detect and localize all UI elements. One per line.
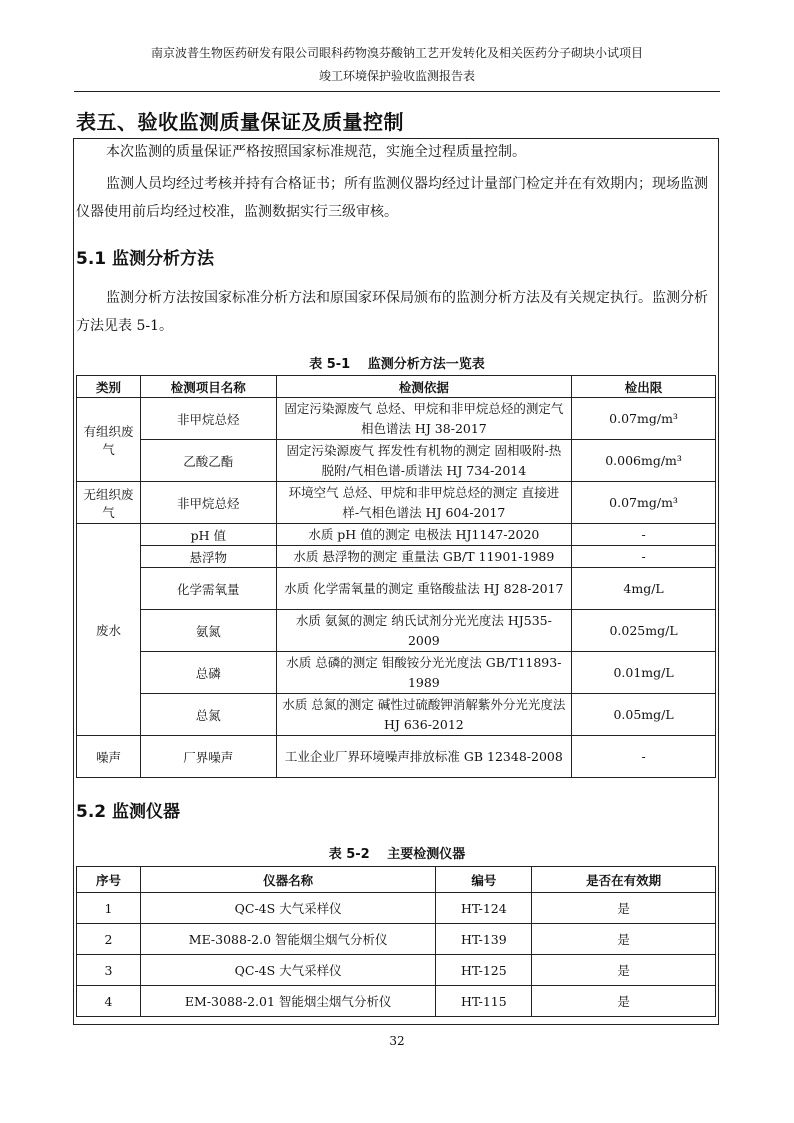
- item-cell: 悬浮物: [140, 546, 276, 568]
- table-row: [77, 924, 716, 955]
- name-cell: EM-3088-2.01 智能烟尘烟气分析仪: [140, 986, 436, 1017]
- item-cell: pH 值: [140, 524, 276, 546]
- col-header-valid: 是否在有效期: [532, 867, 716, 893]
- subsection-heading-methods: 5.1 监测分析方法: [76, 249, 215, 269]
- subsection-heading-instruments: 5.2 监测仪器: [76, 802, 181, 822]
- basis-cell: 水质 pH 值的测定 电极法 HJ1147-2020: [276, 524, 571, 546]
- table-5-1-caption: 表 5-1 监测分析方法一览表: [309, 357, 485, 372]
- instruments-table: [76, 866, 716, 1017]
- no-cell: 1: [77, 893, 141, 924]
- limit-cell: 0.01mg/L: [572, 652, 716, 694]
- basis-cell: 水质 悬浮物的测定 重量法 GB/T 11901-1989: [276, 546, 571, 568]
- item-cell: 氨氮: [140, 610, 276, 652]
- valid-cell: 是: [532, 955, 716, 986]
- code-cell: HT-139: [436, 924, 532, 955]
- limit-cell: 0.07mg/m³: [572, 398, 716, 440]
- limit-cell: 4mg/L: [572, 568, 716, 610]
- name-cell: QC-4S 大气采样仪: [140, 955, 436, 986]
- code-cell: HT-115: [436, 986, 532, 1017]
- item-cell: 总磷: [140, 652, 276, 694]
- table-row: [77, 652, 716, 694]
- table-row: [77, 568, 716, 610]
- item-cell: 总氮: [140, 694, 276, 736]
- category-cell: 废水: [77, 524, 141, 736]
- basis-cell: 固定污染源废气 总烃、甲烷和非甲烷总烃的测定气相色谱法 HJ 38-2017: [276, 398, 571, 440]
- table-row: [77, 482, 716, 524]
- col-header-item: 检测项目名称: [140, 376, 276, 398]
- valid-cell: 是: [532, 986, 716, 1017]
- no-cell: 3: [77, 955, 141, 986]
- category-cell: 无组织废气: [77, 482, 141, 524]
- table-row: [77, 893, 716, 924]
- intro-paragraph-1: 本次监测的质量保证严格按照国家标准规范，实施全过程质量控制。: [106, 144, 526, 160]
- col-header-category: 类别: [77, 376, 141, 398]
- name-cell: QC-4S 大气采样仪: [140, 893, 436, 924]
- methods-table: [76, 375, 716, 778]
- table-row: [77, 986, 716, 1017]
- basis-cell: 水质 氨氮的测定 纳氏试剂分光光度法 HJ535-2009: [276, 610, 571, 652]
- no-cell: 2: [77, 924, 141, 955]
- methods-paragraph: 监测分析方法按国家标准分析方法和原国家环保局颁布的监测分析方法及有关规定执行。监测分析方法见表 5-1。: [76, 290, 708, 334]
- table-row: [77, 524, 716, 546]
- no-cell: 4: [77, 986, 141, 1017]
- report-header-line2: 竣工环境保护验收监测报告表: [318, 69, 475, 83]
- category-cell: 噪声: [77, 736, 141, 778]
- limit-cell: 0.025mg/L: [572, 610, 716, 652]
- col-header-no: 序号: [77, 867, 141, 893]
- basis-cell: 水质 化学需氧量的测定 重铬酸盐法 HJ 828-2017: [276, 568, 571, 610]
- limit-cell: 0.07mg/m³: [572, 482, 716, 524]
- basis-cell: 水质 总磷的测定 钼酸铵分光光度法 GB/T11893-1989: [276, 652, 571, 694]
- table-row: [77, 694, 716, 736]
- table-row: [77, 955, 716, 986]
- item-cell: 化学需氧量: [140, 568, 276, 610]
- valid-cell: 是: [532, 924, 716, 955]
- header-divider: [74, 91, 720, 92]
- category-cell: 有组织废气: [77, 398, 141, 482]
- limit-cell: -: [572, 546, 716, 568]
- basis-cell: 固定污染源废气 挥发性有机物的测定 固相吸附-热脱附/气相色谱-质谱法 HJ 734-2014: [276, 440, 571, 482]
- col-header-name: 仪器名称: [140, 867, 436, 893]
- code-cell: HT-125: [436, 955, 532, 986]
- intro-paragraph-2: 监测人员均经过考核并持有合格证书；所有监测仪器均经过计量部门检定并在有效期内；现场监测仪器使用前后均经过校准，监测数据实行三级审核。: [76, 176, 708, 220]
- basis-cell: 水质 总氮的测定 碱性过硫酸钾消解紫外分光光度法 HJ 636-2012: [276, 694, 571, 736]
- valid-cell: 是: [532, 893, 716, 924]
- table-5-2-caption: 表 5-2 主要检测仪器: [328, 847, 466, 862]
- col-header-code: 编号: [436, 867, 532, 893]
- page-number: 32: [389, 1034, 405, 1048]
- name-cell: ME-3088-2.0 智能烟尘烟气分析仪: [140, 924, 436, 955]
- table-row: [77, 398, 716, 440]
- limit-cell: 0.05mg/L: [572, 694, 716, 736]
- limit-cell: -: [572, 524, 716, 546]
- basis-cell: 环境空气 总烃、甲烷和非甲烷总烃的测定 直接进样-气相色谱法 HJ 604-2017: [276, 482, 571, 524]
- col-header-limit: 检出限: [572, 376, 716, 398]
- item-cell: 厂界噪声: [140, 736, 276, 778]
- table-row: [77, 610, 716, 652]
- item-cell: 乙酸乙酯: [140, 440, 276, 482]
- code-cell: HT-124: [436, 893, 532, 924]
- basis-cell: 工业企业厂界环境噪声排放标准 GB 12348-2008: [276, 736, 571, 778]
- item-cell: 非甲烷总烃: [140, 398, 276, 440]
- limit-cell: 0.006mg/m³: [572, 440, 716, 482]
- table-row: [77, 736, 716, 778]
- item-cell: 非甲烷总烃: [140, 482, 276, 524]
- col-header-basis: 检测依据: [276, 376, 571, 398]
- section-title: 表五、验收监测质量保证及质量控制: [76, 110, 404, 134]
- table-row: [77, 546, 716, 568]
- report-header-line1: 南京波普生物医药研发有限公司眼科药物溴芬酸钠工艺开发转化及相关医药分子砌块小试项目: [150, 46, 643, 60]
- limit-cell: -: [572, 736, 716, 778]
- table-row: [77, 440, 716, 482]
